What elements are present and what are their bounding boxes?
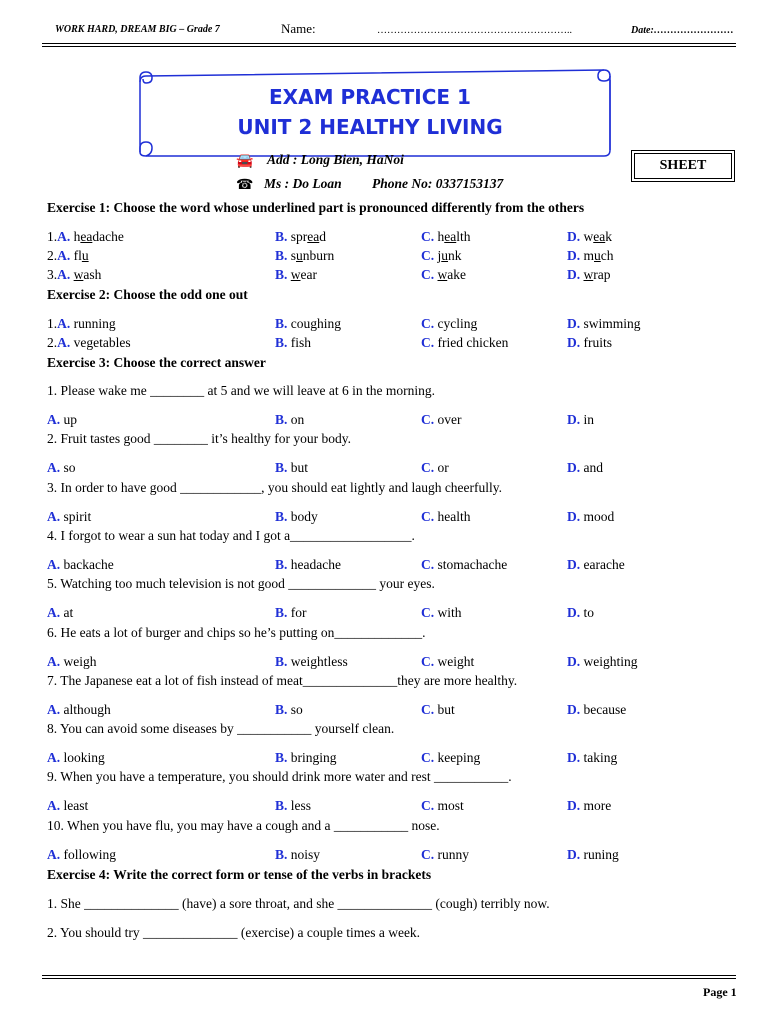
question-1-option-a: [47, 412, 77, 428]
word-part: ash: [83, 267, 102, 282]
telephone-icon: ☎: [236, 178, 254, 193]
word-part: w: [583, 229, 594, 244]
ex1-row-1-option-c: [421, 229, 471, 245]
option-letter: B.: [275, 653, 288, 669]
option-word: [584, 229, 612, 244]
option-letter: C.: [421, 701, 435, 717]
option-word: runing: [583, 846, 619, 862]
ex1-row-1-option-d: [567, 229, 612, 245]
option-letter: D.: [567, 508, 581, 524]
question-6-option-a: [47, 654, 97, 670]
question-1-option-d: [567, 412, 594, 428]
question-5-option-c: [421, 605, 462, 621]
word-part: rap: [593, 267, 611, 282]
option-word: running: [73, 316, 116, 331]
option-letter: B.: [275, 267, 288, 282]
question-9-option-d: [567, 798, 611, 814]
question-4: 4. I forgot to wear a sun hat today and I got a__________________.: [47, 527, 415, 543]
option-letter: B.: [275, 556, 288, 572]
question-9: 9. When you have a temperature, you should drink more water and rest ___________.: [47, 769, 512, 785]
question-7-option-b: [275, 702, 303, 718]
exercise-4-item-2: 2. You should try ______________ (exercise) a couple times a week.: [47, 925, 421, 940]
question-6-option-b: [275, 654, 348, 670]
option-word: [291, 229, 326, 244]
question-8-option-a: [47, 750, 105, 766]
ex1-row-number: 1.: [47, 229, 58, 244]
address-text: Add : Long Bien, HaNoi: [267, 152, 404, 167]
option-word: following: [63, 846, 116, 862]
question-3: 3. In order to have good ____________, you should eat lightly and laugh cheerfully.: [47, 479, 503, 495]
header-rule: [42, 43, 736, 44]
word-part: s: [290, 248, 297, 263]
exercise-4-item-1: 1. She ______________ (have) a sore throat, and she ______________ (cough) terribly now.: [47, 896, 550, 911]
question-7: 7. The Japanese eat a lot of fish instead of meat______________they are more healthy.: [47, 672, 518, 688]
option-letter: D.: [567, 653, 581, 669]
option-letter: D.: [567, 267, 581, 282]
ex1-row-2-option-b: [275, 248, 334, 264]
option-letter: A.: [47, 556, 61, 572]
phone-text: Phone No: 0337153137: [372, 176, 504, 191]
ex1-row-2-option-c: [421, 248, 462, 264]
name-dots: …………………………………………………..: [377, 25, 572, 36]
option-word: health: [437, 508, 471, 524]
option-word: and: [583, 460, 603, 476]
option-word: [438, 267, 466, 282]
teacher-text: Ms : Do Loan: [264, 176, 342, 191]
option-letter: A.: [47, 798, 61, 814]
option-word: for: [290, 605, 307, 621]
option-letter: A.: [47, 701, 61, 717]
ex1-row-3-option-b: [275, 267, 317, 283]
option-word: swimming: [583, 316, 641, 331]
option-letter: A.: [47, 508, 61, 524]
question-2: 2. Fruit tastes good ________ it’s healthy for your body.: [47, 431, 351, 447]
ex2-row-1-option-b: [275, 316, 341, 332]
ex2-row-number: 2.: [47, 335, 58, 350]
word-part: nk: [448, 248, 462, 263]
word-part: dache: [92, 229, 124, 244]
underlined-part: u: [296, 248, 303, 263]
ex1-row-2-option-a: [47, 248, 89, 264]
option-letter: C.: [421, 846, 435, 862]
option-letter: B.: [275, 412, 288, 427]
option-word: headache: [290, 556, 341, 572]
option-word: [584, 267, 611, 282]
option-word: weighting: [583, 653, 638, 669]
option-word: fruits: [583, 335, 612, 350]
underlined-part: u: [594, 248, 601, 263]
word-part: k: [605, 229, 612, 244]
option-word: mood: [583, 508, 615, 524]
option-letter: C.: [421, 605, 435, 621]
ex2-row-1-option-d: [567, 316, 641, 332]
question-2-option-b: [275, 460, 308, 476]
question-3-option-d: [567, 509, 614, 525]
question-6-option-d: [567, 654, 638, 670]
exercise-4-title: Exercise 4: Write the correct form or tense of the verbs in brackets: [47, 867, 432, 882]
underlined-part: w: [290, 267, 301, 282]
question-10-option-b: [275, 847, 320, 863]
option-word: because: [583, 701, 627, 717]
option-letter: B.: [275, 316, 288, 331]
ex1-row-1-option-a: [47, 229, 124, 245]
option-letter: C.: [421, 248, 435, 263]
option-word: over: [437, 412, 462, 427]
ex1-row-3-option-a: [47, 267, 101, 283]
question-5-option-b: [275, 605, 307, 621]
option-word: body: [290, 508, 318, 524]
option-word: although: [63, 701, 111, 717]
option-word: spirit: [63, 508, 92, 524]
question-10: 10. When you have flu, you may have a cough and a ___________ nose.: [47, 817, 440, 833]
question-7-option-d: [567, 702, 626, 718]
question-10-option-d: [567, 847, 619, 863]
option-letter: C.: [421, 412, 435, 427]
underlined-part: w: [437, 267, 448, 282]
header-rule-2: [42, 46, 736, 47]
option-word: taking: [583, 750, 618, 766]
question-4-option-a: [47, 557, 114, 573]
question-2-option-a: [47, 460, 76, 476]
question-1-option-b: [275, 412, 304, 428]
option-letter: C.: [421, 335, 435, 350]
question-10-option-c: [421, 847, 469, 863]
option-letter: D.: [567, 798, 581, 814]
option-letter: B.: [275, 460, 288, 476]
option-letter: D.: [567, 412, 581, 427]
option-letter: A.: [57, 248, 71, 263]
option-word: fried chicken: [437, 335, 509, 350]
phone-row: [236, 176, 253, 194]
address-row: [236, 152, 253, 170]
ex2-row-2-option-a: [47, 335, 131, 351]
name-label: Name:: [281, 21, 316, 36]
option-letter: A.: [57, 229, 71, 244]
option-word: more: [583, 798, 612, 814]
option-word: vegetables: [73, 335, 131, 350]
question-4-option-c: [421, 557, 507, 573]
option-word: least: [63, 798, 89, 814]
option-word: [74, 229, 124, 244]
word-part: spr: [290, 229, 308, 244]
car-icon: 🚘: [236, 154, 254, 169]
footer-rule-2: [42, 978, 736, 979]
option-word: at: [63, 605, 74, 621]
option-letter: C.: [421, 798, 435, 814]
header-motto: WORK HARD, DREAM BIG – Grade 7: [55, 24, 220, 35]
option-word: so: [63, 460, 76, 476]
option-word: looking: [63, 750, 105, 766]
option-letter: C.: [421, 653, 435, 669]
option-word: [291, 267, 317, 282]
option-letter: B.: [275, 248, 288, 263]
question-5-option-a: [47, 605, 73, 621]
option-letter: B.: [275, 750, 288, 766]
footer-rule: [42, 975, 736, 976]
question-1-option-c: [421, 412, 462, 428]
underlined-part: ea: [444, 229, 457, 244]
word-part: ch: [600, 248, 614, 263]
question-2-option-d: [567, 460, 603, 476]
ex2-row-1-option-a: [47, 316, 116, 332]
option-word: runny: [437, 846, 469, 862]
option-letter: D.: [567, 460, 581, 476]
question-3-option-b: [275, 509, 318, 525]
ex1-row-3-option-c: [421, 267, 466, 283]
question-7-option-c: [421, 702, 455, 718]
option-letter: D.: [567, 335, 581, 350]
option-word: [438, 248, 462, 263]
question-5-option-d: [567, 605, 594, 621]
word-part: h: [73, 229, 81, 244]
question-1: 1. Please wake me ________ at 5 and we will leave at 6 in the morning.: [47, 383, 436, 398]
word-part: lth: [456, 229, 471, 244]
option-letter: C.: [421, 556, 435, 572]
ex1-row-number: 2.: [47, 248, 58, 263]
option-word: [438, 229, 471, 244]
option-word: but: [290, 460, 309, 476]
underlined-part: ea: [307, 229, 320, 244]
word-part: j: [437, 248, 442, 263]
word-part: ake: [447, 267, 466, 282]
question-8-option-b: [275, 750, 337, 766]
option-word: bringing: [290, 750, 337, 766]
question-7-option-a: [47, 702, 111, 718]
question-10-option-a: [47, 847, 116, 863]
underlined-part: ea: [80, 229, 93, 244]
option-word: or: [437, 460, 449, 476]
option-word: fish: [290, 335, 312, 350]
option-letter: B.: [275, 508, 288, 524]
question-4-option-d: [567, 557, 625, 573]
option-letter: C.: [421, 460, 435, 476]
underlined-part: u: [441, 248, 449, 263]
option-letter: D.: [567, 605, 581, 621]
ex2-row-2-option-b: [275, 335, 311, 351]
option-word: on: [290, 412, 305, 427]
question-3-option-a: [47, 509, 91, 525]
exercise-1-title: Exercise 1: Choose the word whose underlined part is pronounced differently from the others: [47, 200, 585, 215]
option-letter: B.: [275, 846, 288, 862]
word-part: nburn: [302, 248, 335, 263]
option-word: weightless: [290, 653, 348, 669]
word-part: ear: [300, 267, 317, 282]
option-letter: C.: [421, 229, 435, 244]
option-letter: D.: [567, 248, 581, 263]
option-letter: A.: [47, 412, 61, 427]
question-9-option-c: [421, 798, 464, 814]
exercise-2-title: Exercise 2: Choose the odd one out: [47, 287, 248, 302]
question-8-option-c: [421, 750, 480, 766]
ex2-row-2-option-d: [567, 335, 612, 351]
option-letter: C.: [421, 750, 435, 766]
ex2-row-2-option-c: [421, 335, 508, 351]
option-letter: A.: [47, 750, 61, 766]
question-9-option-a: [47, 798, 88, 814]
option-word: cycling: [437, 316, 478, 331]
option-word: weight: [437, 653, 475, 669]
option-word: coughing: [290, 316, 342, 331]
question-5: 5. Watching too much television is not good _____________ your eyes.: [47, 576, 435, 592]
option-letter: A.: [47, 605, 61, 621]
ex1-row-1-option-b: [275, 229, 326, 245]
option-letter: D.: [567, 846, 581, 862]
option-word: backache: [63, 556, 114, 572]
option-word: but: [437, 701, 455, 717]
option-letter: D.: [567, 556, 581, 572]
question-3-option-c: [421, 509, 471, 525]
ex1-row-3-option-d: [567, 267, 611, 283]
option-letter: D.: [567, 229, 581, 244]
option-letter: C.: [421, 508, 435, 524]
question-8: 8. You can avoid some diseases by ___________ yourself clean.: [47, 721, 395, 737]
option-letter: A.: [47, 460, 61, 476]
option-word: earache: [583, 556, 625, 572]
option-letter: A.: [57, 316, 71, 331]
banner-line-2: UNIT 2 HEALTHY LIVING: [237, 115, 503, 139]
option-letter: A.: [47, 846, 61, 862]
ex1-row-number: 3.: [47, 267, 58, 282]
exercise-3-title: Exercise 3: Choose the correct answer: [47, 355, 266, 370]
question-2-option-c: [421, 460, 449, 476]
option-word: in: [583, 412, 595, 427]
option-letter: D.: [567, 316, 581, 331]
ex2-row-1-option-c: [421, 316, 477, 332]
option-letter: A.: [47, 653, 61, 669]
option-word: less: [290, 798, 312, 814]
page-number: Page 1: [703, 985, 737, 999]
option-word: most: [437, 798, 464, 814]
word-part: d: [319, 229, 326, 244]
option-word: [584, 248, 614, 263]
sheet-box: SHEET: [631, 150, 735, 182]
banner-title: [150, 82, 590, 142]
option-word: up: [63, 412, 77, 427]
option-letter: A.: [57, 335, 71, 350]
option-letter: C.: [421, 267, 435, 282]
option-word: stomachache: [437, 556, 508, 572]
underlined-part: ea: [593, 229, 606, 244]
option-letter: D.: [567, 750, 581, 766]
underlined-part: w: [73, 267, 84, 282]
question-6: 6. He eats a lot of burger and chips so he’s putting on_____________.: [47, 624, 426, 640]
page-header: [55, 21, 735, 44]
option-letter: B.: [275, 605, 288, 621]
option-letter: C.: [421, 316, 435, 331]
word-part: m: [583, 248, 595, 263]
option-word: weigh: [63, 653, 97, 669]
ex2-row-number: 1.: [47, 316, 58, 331]
ex1-row-2-option-d: [567, 248, 614, 264]
option-letter: B.: [275, 335, 288, 350]
option-letter: B.: [275, 798, 288, 814]
question-4-option-b: [275, 557, 341, 573]
underlined-part: u: [81, 248, 89, 263]
option-word: with: [437, 605, 462, 621]
option-word: noisy: [290, 846, 321, 862]
question-9-option-b: [275, 798, 311, 814]
word-part: fl: [73, 248, 82, 263]
option-word: so: [290, 701, 303, 717]
option-word: to: [583, 605, 595, 621]
option-word: [74, 248, 89, 263]
banner-line-1: EXAM PRACTICE 1: [269, 85, 471, 109]
word-part: h: [437, 229, 445, 244]
option-word: keeping: [437, 750, 481, 766]
option-word: [74, 267, 102, 282]
date-label: Date:……………………: [631, 25, 734, 36]
question-8-option-d: [567, 750, 617, 766]
option-letter: B.: [275, 229, 288, 244]
option-letter: A.: [57, 267, 71, 282]
option-letter: D.: [567, 701, 581, 717]
option-letter: B.: [275, 701, 288, 717]
option-word: [291, 248, 335, 263]
question-6-option-c: [421, 654, 474, 670]
underlined-part: w: [583, 267, 594, 282]
